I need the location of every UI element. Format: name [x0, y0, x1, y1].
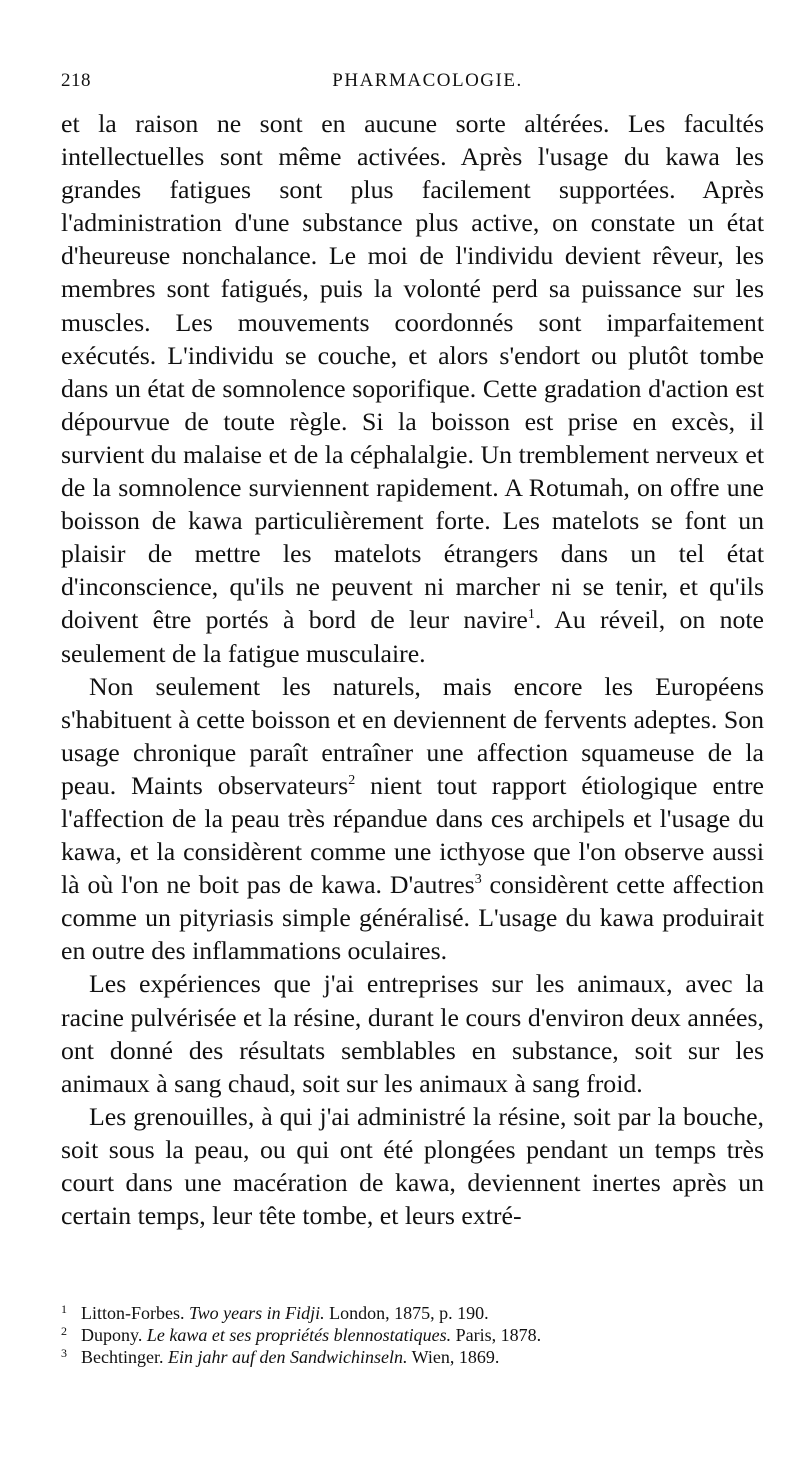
footnote-publication: Wien, 1869. — [411, 1347, 500, 1367]
paragraph-text: Les grenouilles, à qui j'ai administré la résine, soit par la bouche, soit sous la peau, ou qui ont été plongées pendant un temps très court dans une macération de kawa, deviennent inertes après un certain temps, leur tête tombe, et leurs extré- — [61, 1101, 764, 1231]
footnote-author: Bechtinger. — [81, 1347, 164, 1367]
footnote-title: Two years in Fidji. — [189, 1303, 325, 1323]
footnote-author: Dupony. — [81, 1325, 143, 1345]
paragraph-text: et la raison ne sont en aucune sorte altérées. Les facultés intellectuelles sont même activées. Après l'usage du kawa les grandes fatigues sont plus facilement supportées. Après l'administration d'une substance plus active, on constate un état d'heureuse nonchalance. Le moi de l'individu devient rêveur, les membres sont fatigués, puis la volonté perd sa puissance sur les muscles. Les mouvements coordonnés sont imparfaitement exécutés. L'individu se couche, et alors s'endort ou plutôt tombe dans un état de somnolence soporifique. Cette gradation d'action est dépourvue de toute règle. Si la boisson est prise en excès, il survient du malaise et de la céphalalgie. Un tremblement nerveux et de la somnolence surviennent rapidement. A Rotumah, on offre une boisson de kawa particulièrement forte. Les matelots se font un plaisir de mettre les matelots étrangers dans un tel état d'inconscience, qu'ils ne peuvent ni marcher ni se tenir, et qu'ils doivent être portés à bord de leur navire — [61, 109, 764, 635]
footnote-title: Le kawa et ses propriétés blennostatiques. — [146, 1325, 452, 1345]
paragraph-text: . Au réveil, on note seulement de la fatigue musculaire. — [61, 605, 765, 668]
paragraph-text: Les expériences que j'ai entreprises sur les animaux, avec la racine pulvérisée et la résine, durant le cours d'environ deux années, ont donné des résultats semblables en substance, soit sur les animaux à sang chaud, soit sur les animaux à sang froid. — [61, 969, 764, 1098]
paragraph — [61, 1100, 764, 1232]
paragraph-text: nient tout rapport étiologique entre l'affection de la peau très répandue dans ces archipels et l'usage du kawa, et la considèrent comme une icthyose que l'on observe aussi là où l'on ne boit pas de kawa. D'autres — [61, 770, 765, 900]
body-text — [61, 107, 764, 1232]
footnote — [61, 1324, 764, 1346]
paragraph — [61, 967, 764, 1099]
footnote-title: Ein jahr auf den Sandwichinseln. — [167, 1347, 408, 1367]
footnote-mark: 2 — [61, 1324, 67, 1338]
paragraph — [61, 670, 764, 968]
footnote-mark: 1 — [61, 1302, 67, 1316]
footnote — [61, 1302, 764, 1324]
footnote — [61, 1346, 764, 1368]
paragraph — [61, 107, 764, 670]
footnote-mark: 3 — [61, 1346, 67, 1360]
page-number: 218 — [61, 70, 91, 91]
footnote-reference: 1 — [527, 607, 535, 623]
footnote-publication: London, 1875, p. 190. — [329, 1303, 489, 1323]
footnotes — [61, 1302, 764, 1368]
footnote-publication: Paris, 1878. — [455, 1325, 542, 1345]
footnote-reference: 3 — [474, 872, 482, 888]
footnote-reference: 2 — [348, 773, 356, 789]
paragraph-text: Non seulement les naturels, mais encore les Européens s'habituent à cette boisson et en deviennent de fervents adeptes. Son usage chronique paraît entraîner une affection squameuse de la peau. Maints observateurs — [61, 671, 764, 800]
paragraph-text: considèrent cette affection comme un pityriasis simple généralisé. L'usage du kawa produirait en outre des inflammations oculaires. — [61, 870, 764, 966]
page-header — [61, 70, 764, 100]
running-head: PHARMACOLOGIE. — [332, 70, 523, 91]
footnote-author: Litton-Forbes. — [81, 1303, 185, 1323]
